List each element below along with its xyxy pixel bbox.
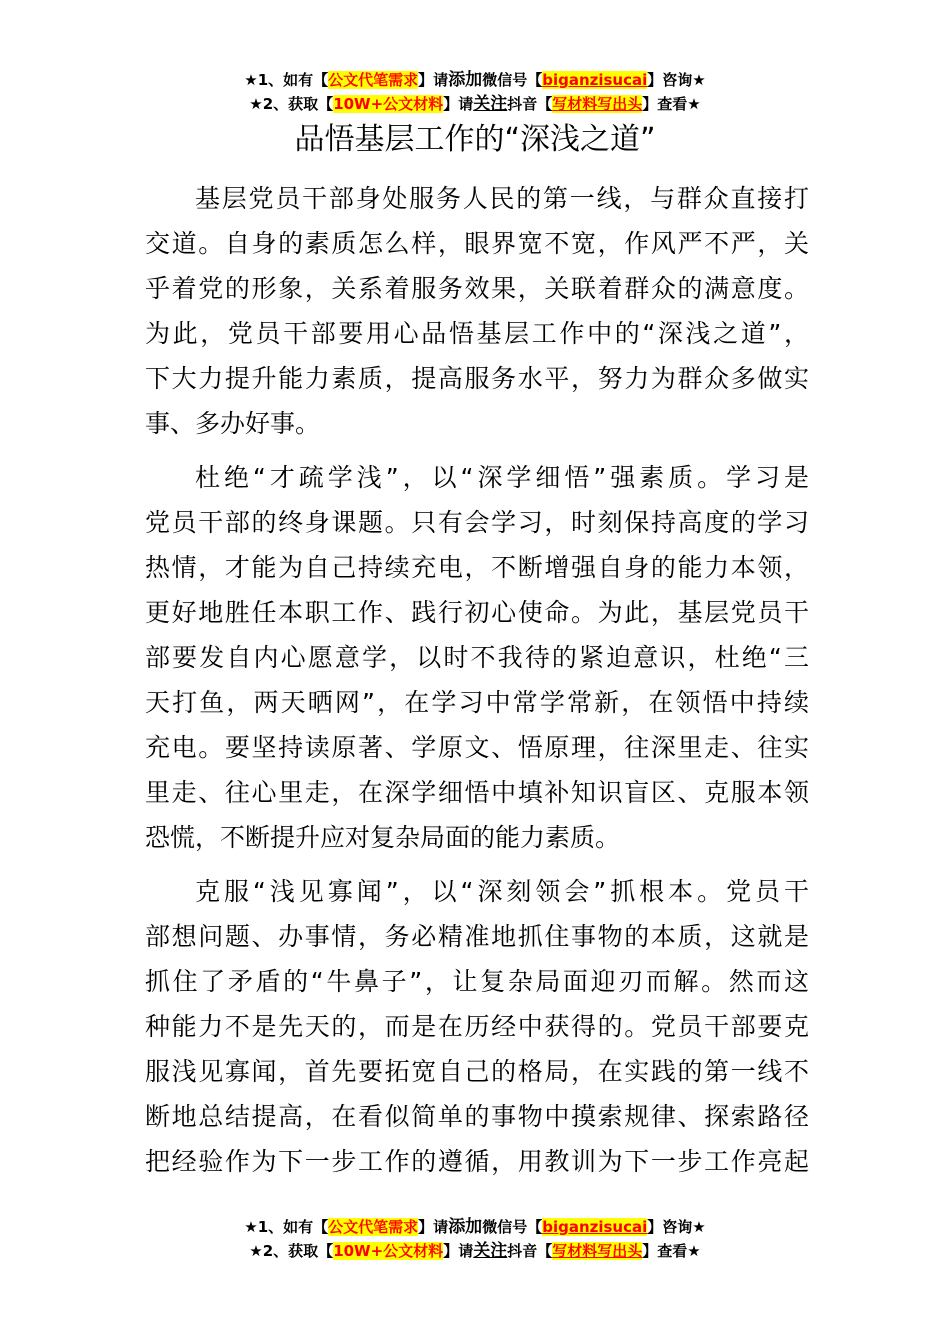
highlight-materials: 10W+公文材料 (333, 1242, 444, 1260)
banner-emphasis: 添加 (448, 1217, 483, 1237)
text-line: 基层党员干部身处服务人民的第一线，与群众直接打 (195, 184, 809, 213)
banner-text: 】查看★ (642, 95, 701, 113)
banner-text: 】请 (443, 1242, 474, 1260)
text-line: 天打鱼，两天晒网”，在学习中常学常新，在领悟中持续 (145, 688, 809, 717)
banner-text: 】咨询★ (647, 71, 706, 89)
text-line: 部想问题、办事情，务必精准地抓住事物的本质，这就是 (145, 922, 809, 951)
wechat-id-link[interactable]: biganzisucai (542, 71, 648, 89)
banner-text: 抖音【 (507, 1242, 553, 1260)
text-line: 把经验作为下一步工作的遵循，用教训为下一步工作亮起 (145, 1147, 809, 1176)
text-line: 杜绝“才疏学浅”，以“深学细悟”强素质。学习是 (195, 463, 809, 492)
banner-emphasis: 关注 (473, 94, 508, 114)
footer-banner-line-1 (0, 1215, 950, 1239)
document-title: 品悟基层工作的“深浅之道” (294, 122, 656, 157)
wechat-id-link[interactable]: biganzisucai (542, 1218, 648, 1236)
banner-text: 抖音【 (507, 95, 553, 113)
banner-text: 微信号【 (482, 1218, 543, 1236)
banner-text: 】请 (418, 71, 449, 89)
header-banner-line-2 (0, 92, 950, 116)
text-line: 下大力提升能力素质，提高服务水平，努力为群众多做实 (145, 364, 809, 393)
footer-banner-line-2 (0, 1239, 950, 1263)
text-line: 抓住了矛盾的“牛鼻子”，让复杂局面迎刃而解。然而这 (145, 967, 809, 996)
banner-emphasis: 添加 (448, 70, 483, 90)
text-line: 热情，才能为自己持续充电，不断增强自身的能力本领， (145, 553, 809, 582)
highlight-service: 公文代笔需求 (328, 1218, 419, 1236)
highlight-service: 公文代笔需求 (328, 71, 419, 89)
banner-text: 】请 (418, 1218, 449, 1236)
douyin-account-link[interactable]: 写材料写出头 (552, 95, 643, 113)
banner-text: 微信号【 (482, 71, 543, 89)
text-line: 部要发自内心愿意学，以时不我待的紧迫意识，杜绝“三 (145, 643, 809, 672)
banner-text: ★2、获取【 (249, 1242, 334, 1260)
paragraph-1 (145, 176, 809, 446)
text-line: 断地总结提高，在看似简单的事物中摸索规律、探索路径 (145, 1102, 809, 1131)
text-line: 乎着党的形象，关系着服务效果，关联着群众的满意度。 (145, 274, 809, 303)
paragraph-2 (145, 455, 809, 860)
header-banner (0, 68, 950, 116)
banner-text: 】查看★ (642, 1242, 701, 1260)
text-line: 克服“浅见寡闻”，以“深刻领会”抓根本。党员干 (195, 877, 809, 906)
banner-text: 】咨询★ (647, 1218, 706, 1236)
text-line: 种能力不是先天的，而是在历经中获得的。党员干部要克 (145, 1012, 809, 1041)
footer-banner (0, 1215, 950, 1263)
text-line: 为此，党员干部要用心品悟基层工作中的“深浅之道”， (145, 319, 809, 348)
text-line: 事、多办好事。 (145, 409, 321, 438)
highlight-materials: 10W+公文材料 (333, 95, 444, 113)
document-body (145, 176, 809, 1193)
text-line: 党员干部的终身课题。只有会学习，时刻保持高度的学习 (145, 508, 809, 537)
text-line: 里走、往心里走，在深学细悟中填补知识盲区、克服本领 (145, 778, 809, 807)
douyin-account-link[interactable]: 写材料写出头 (552, 1242, 643, 1260)
header-banner-line-1 (0, 68, 950, 92)
banner-emphasis: 关注 (473, 1241, 508, 1261)
banner-text: ★1、如有【 (244, 71, 329, 89)
text-line: 服浅见寡闻，首先要拓宽自己的格局，在实践的第一线不 (145, 1057, 809, 1086)
banner-text: ★2、获取【 (249, 95, 334, 113)
text-line: 更好地胜任本职工作、践行初心使命。为此，基层党员干 (145, 598, 809, 627)
banner-text: 】请 (443, 95, 474, 113)
text-line: 交道。自身的素质怎么样，眼界宽不宽，作风严不严，关 (145, 229, 809, 258)
paragraph-3 (145, 869, 809, 1184)
text-line: 恐慌，不断提升应对复杂局面的能力素质。 (145, 823, 621, 852)
text-line: 充电。要坚持读原著、学原文、悟原理，往深里走、往实 (145, 733, 809, 762)
banner-text: ★1、如有【 (244, 1218, 329, 1236)
